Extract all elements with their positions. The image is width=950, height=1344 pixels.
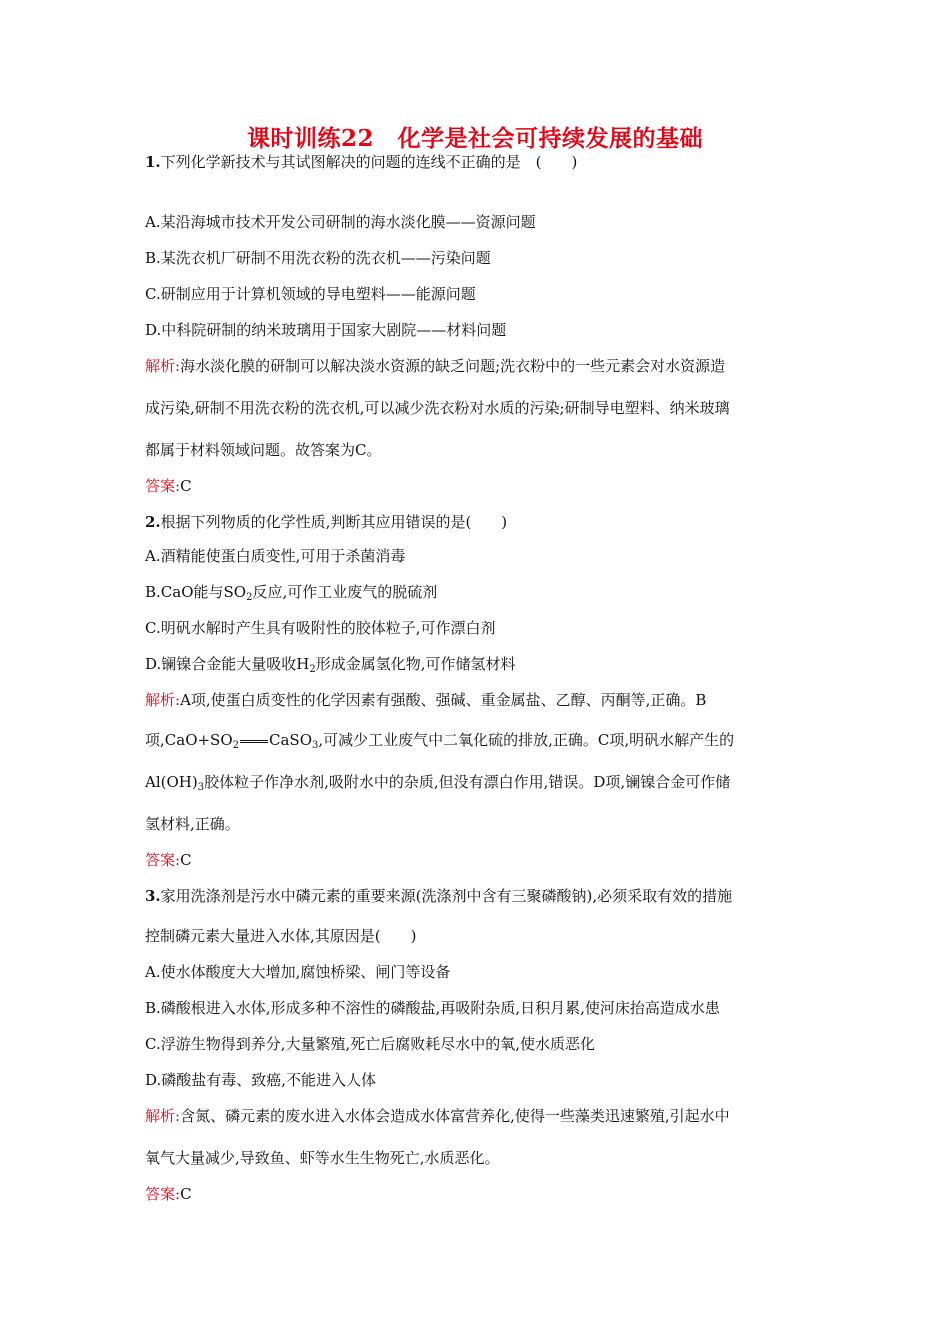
option-c: C.明矾水解时产生具有吸附性的胶体粒子,可作漂白剂: [145, 619, 496, 637]
answer-line: [145, 1184, 192, 1204]
option-a: A.酒精能使蛋白质变性,可用于杀菌消毒: [145, 547, 406, 565]
question-stem: 下列化学新技术与其试图解决的问题的连线不正确的是 ( ): [160, 153, 578, 171]
question-stem: 家用洗涤剂是污水中磷元素的重要来源(洗涤剂中含有三聚磷酸钠),必须采取有效的措施: [160, 887, 733, 905]
analysis-label: 解析:: [145, 691, 181, 709]
option-d: D.镧镍合金能大量吸收$H_2$形成金属氢化物,可作储氢材料: [145, 655, 516, 675]
question-number: 2.: [145, 513, 161, 531]
answer-label: 答案:: [145, 851, 181, 869]
analysis-line: $Al(OH)_3$胶体粒子作净水剂,吸附水中的杂质,但没有漂白作用,错误。D项,镧镍合金可作储: [145, 773, 731, 793]
option-b: B.磷酸根进入水体,形成多种不溶性的磷酸盐,再吸附杂质,日积月累,使河床抬高造成水患: [145, 999, 720, 1017]
answer-value: C: [180, 851, 192, 869]
analysis-line: 成污染,研制不用洗衣粉的洗衣机,可以减少洗衣粉对水质的污染;研制导电塑料、纳米玻璃: [145, 399, 730, 417]
question-1: [145, 152, 577, 172]
analysis-line: 都属于材料领域问题。故答案为C。: [145, 441, 382, 459]
analysis-line: 氧气大量减少,导致鱼、虾等水生生物死亡,水质恶化。: [145, 1149, 500, 1167]
question-stem: 根据下列物质的化学性质,判断其应用错误的是( ): [160, 513, 508, 531]
analysis-label: 解析:: [145, 1107, 181, 1125]
analysis-line: 氢材料,正确。: [145, 815, 240, 833]
option-c: C.浮游生物得到养分,大量繁殖,死亡后腐败耗尽水中的氧,使水质恶化: [145, 1035, 596, 1053]
page-title: 课时训练22 化学是社会可持续发展的基础: [246, 125, 703, 152]
option-b: B.某洗衣机厂研制不用洗衣粉的洗衣机——污染问题: [145, 249, 491, 267]
option-a: A.某沿海城市技术开发公司研制的海水淡化膜——资源问题: [145, 213, 536, 231]
answer-label: 答案:: [145, 477, 181, 495]
question-number: 3.: [145, 887, 161, 905]
option-d: D.磷酸盐有毒、致癌,不能进入人体: [145, 1071, 377, 1089]
answer-value: C: [180, 1185, 192, 1203]
option-d: D.中科院研制的纳米玻璃用于国家大剧院——材料问题: [145, 321, 507, 339]
question-2: [145, 512, 507, 532]
option-c: C.研制应用于计算机领域的导电塑料——能源问题: [145, 285, 476, 303]
answer-value: C: [180, 477, 192, 495]
equals-sign: [240, 740, 268, 743]
analysis-label: 解析:: [145, 357, 181, 375]
question-3: [145, 886, 732, 906]
question-number: 1.: [145, 153, 161, 171]
analysis-line: 解析:含氮、磷元素的废水进入水体会造成水体富营养化,使得一些藻类迅速繁殖,引起水中: [145, 1107, 730, 1125]
answer-line: [145, 850, 192, 870]
question-stem-cont: 控制磷元素大量进入水体,其原因是( ): [145, 927, 417, 945]
analysis-line: 解析:A项,使蛋白质变性的化学因素有强酸、强碱、重金属盐、乙醇、丙酮等,正确。B: [145, 691, 707, 709]
analysis-line: 解析:海水淡化膜的研制可以解决淡水资源的缺乏问题;洗衣粉中的一些元素会对水资源造: [145, 357, 726, 375]
option-b: B.CaO能与$SO_2$反应,可作工业废气的脱硫剂: [145, 583, 438, 603]
answer-label: 答案:: [145, 1185, 181, 1203]
option-a: A.使水体酸度大大增加,腐蚀桥梁、闸门等设备: [145, 963, 451, 981]
analysis-line: 项$,CaO+SO_2$ CaSO$_3$,可减少工业废气中二氧化硫的排放,正确。C项,明矾水解产生的: [145, 731, 735, 751]
answer-line: [145, 476, 192, 496]
